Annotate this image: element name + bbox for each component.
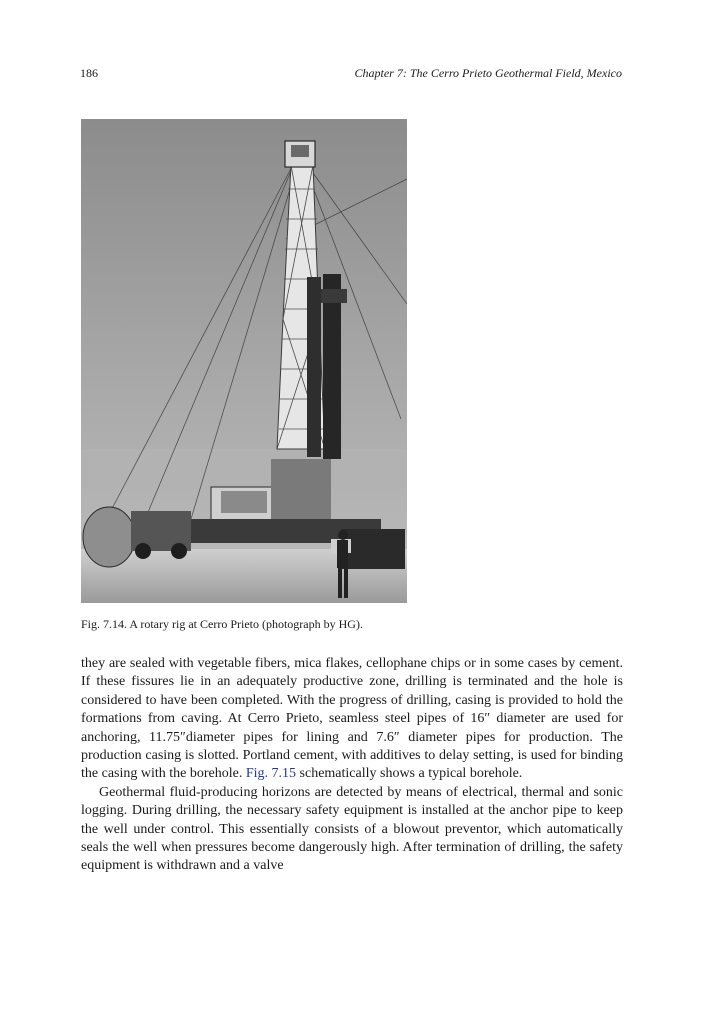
running-head: Chapter 7: The Cerro Prieto Geothermal Field, Mexico [354, 66, 622, 80]
rotary-rig-photograph [81, 119, 407, 603]
figure-caption: Fig. 7.14. A rotary rig at Cerro Prieto (photograph by HG). [81, 617, 363, 631]
page-number: 186 [80, 66, 98, 80]
paragraph-text: schematically shows a typical borehole. [299, 766, 523, 782]
figure-reference-link[interactable]: Fig. 7.15 [245, 766, 297, 782]
paragraph-text: they are sealed with vegetable fibers, mica flakes, cellophane chips or in some cases by cement. If these fissures lie in an adequately productive zone, drilling is terminated and the hole is considered to have been completed. With the progress of drilling, casing is provided to hold the formations from caving. At Cerro Prieto, seamless steel pipes of 16″ diameter are used for anchoring, 11.75″diameter pipes for lining and 7.6″ diameter pipes for production. The production casing is slotted. Portland cement, with additives to delay setting, is used for binding the casing with the borehole. [81, 656, 623, 782]
paragraph [81, 655, 623, 784]
body-text [81, 655, 623, 876]
paragraph: Geothermal fluid-producing horizons are detected by means of electrical, thermal and sonic logging. During drilling, the necessary safety equipment is installed at the anchor pipe to keep the well under control. This essentially consists of a blowout preventor, which automatically seals the well when pressures become dangerously high. After termination of drilling, the safety equipment is withdrawn and a valve [81, 784, 623, 874]
